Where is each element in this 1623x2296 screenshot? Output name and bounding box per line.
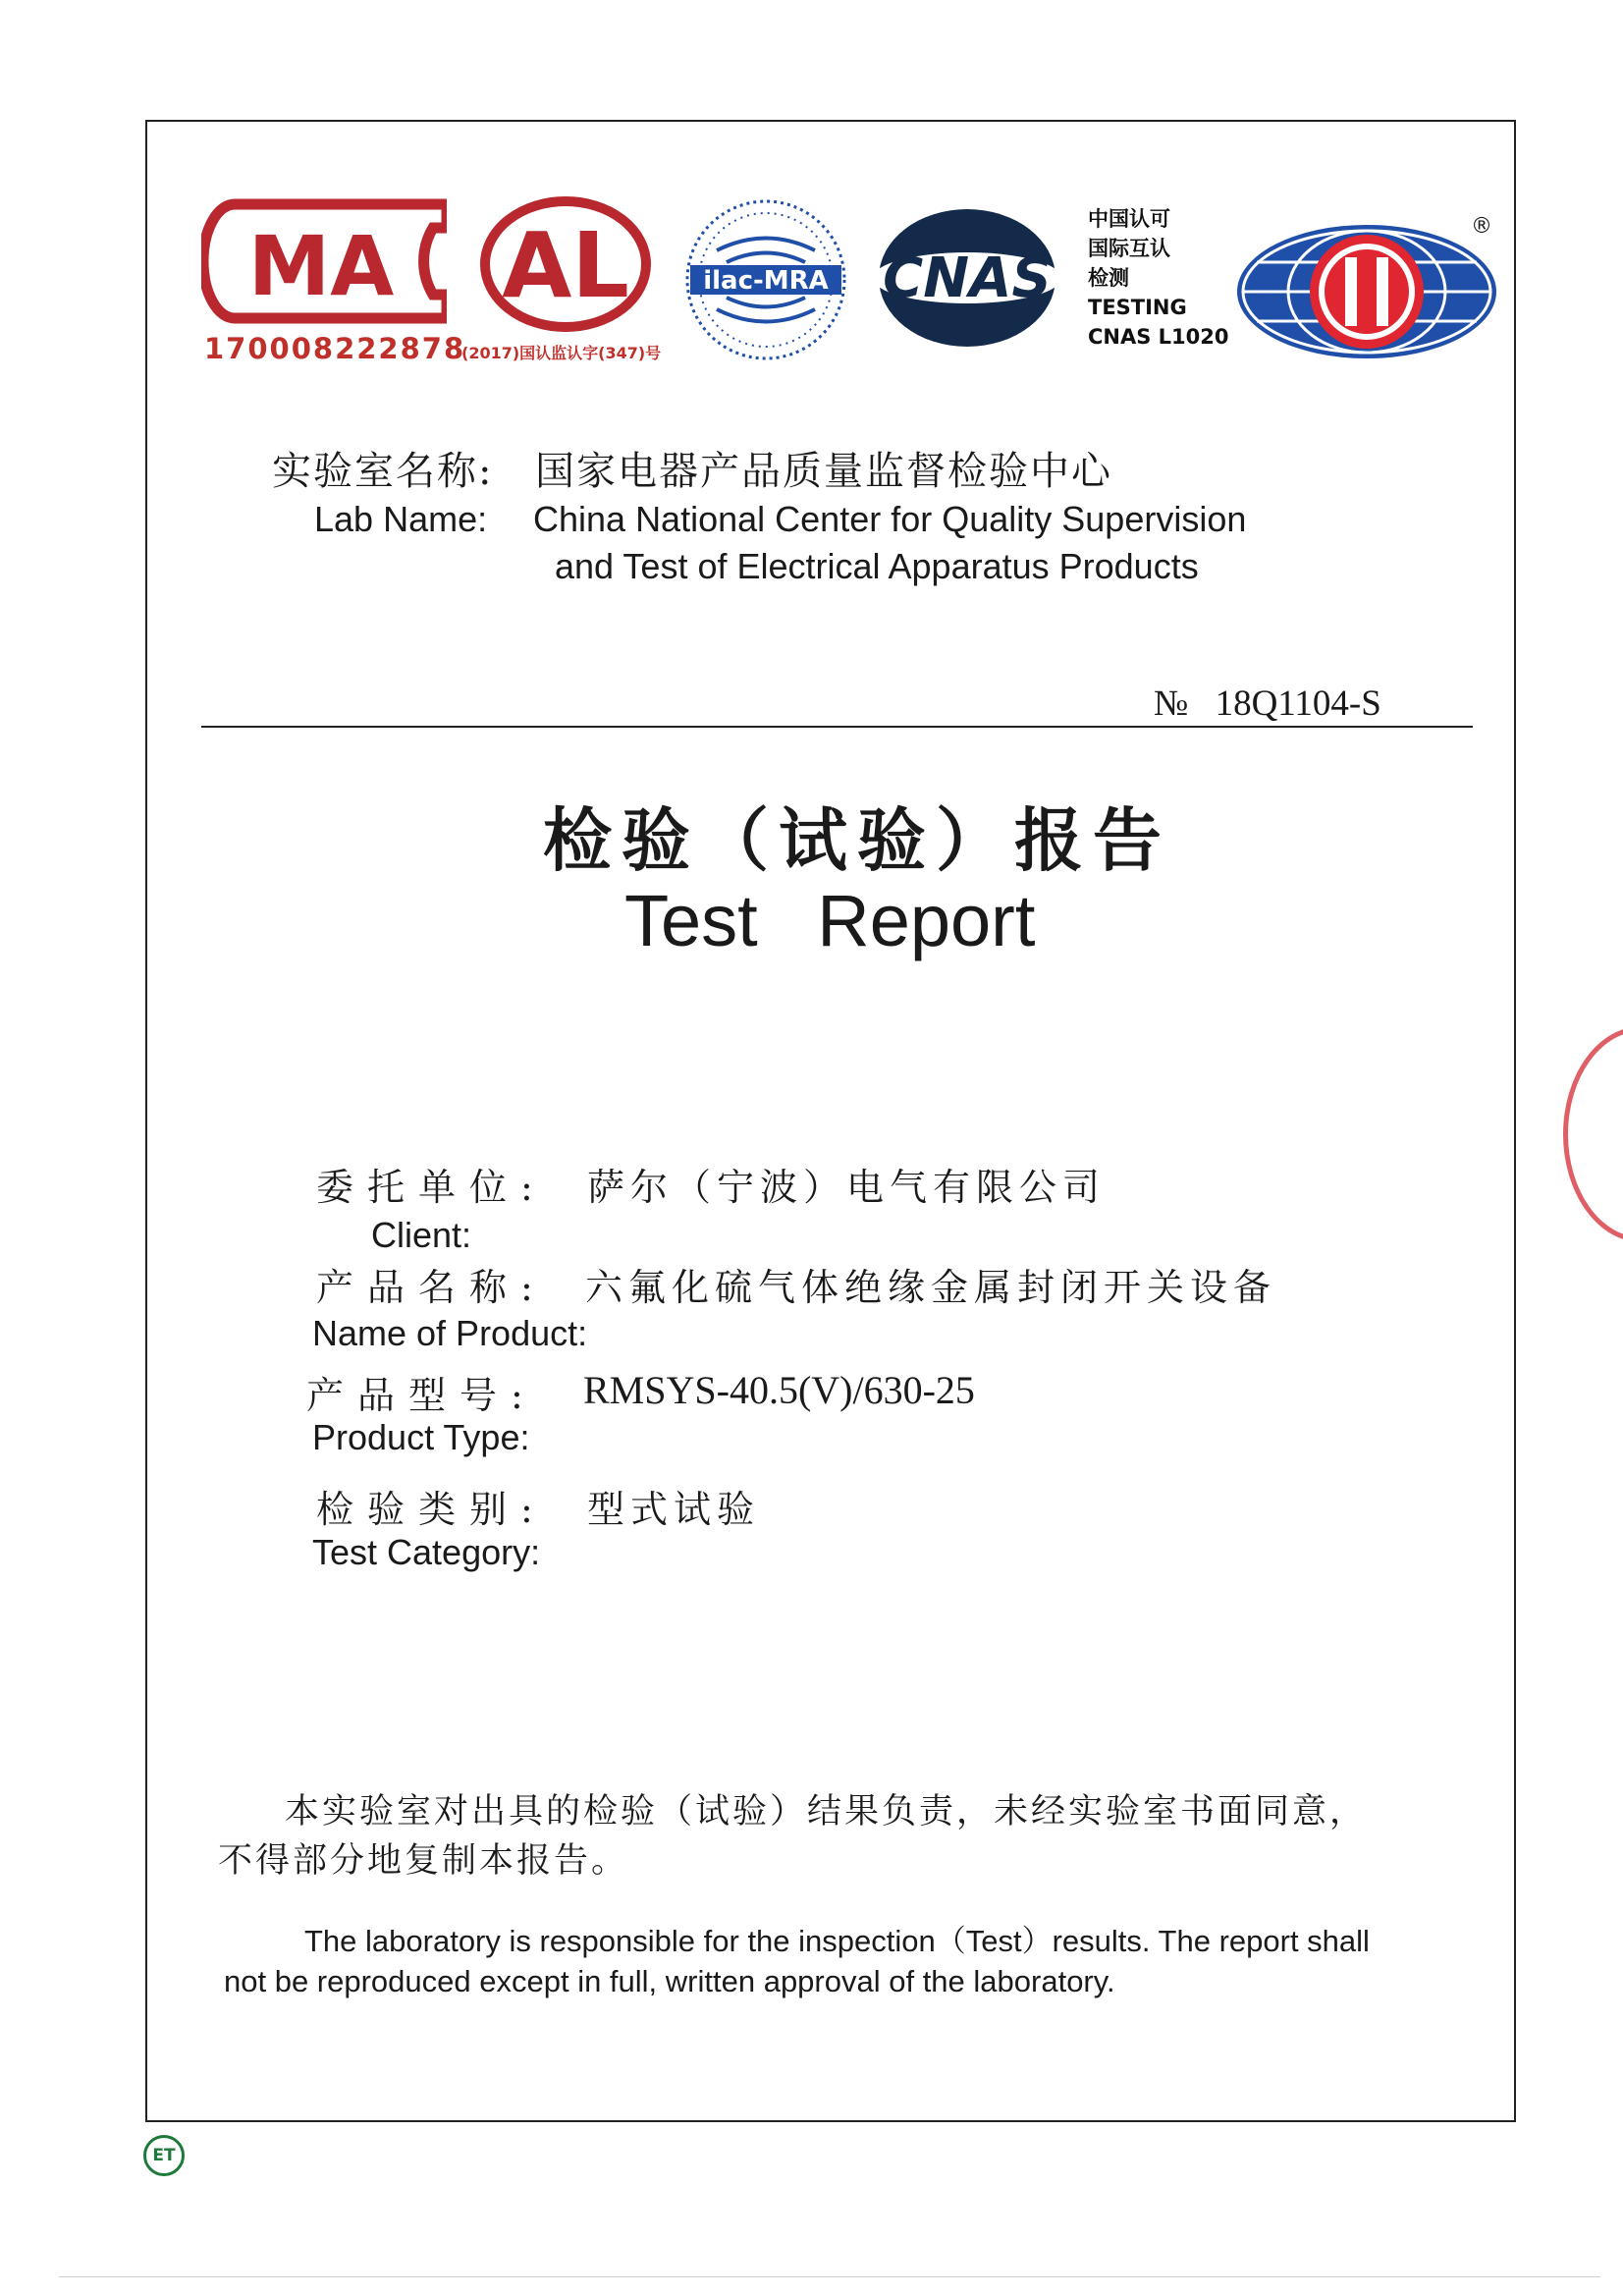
product-name-label-cn: 产品名称:	[316, 1266, 547, 1309]
number-symbol: №	[1154, 683, 1189, 724]
lab-name-cn: 国家电器产品质量监督检验中心	[535, 449, 1112, 494]
cnas-line: CNAS L1020	[1088, 325, 1229, 349]
notice-cn-line1: 本实验室对出具的检验（试验）结果负责，未经实验室书面同意，	[285, 1792, 1368, 1831]
product-type-label-cn: 产品型号:	[306, 1374, 537, 1417]
product-type-label-en: Product Type:	[312, 1417, 530, 1457]
report-title-cn: 检验（试验）报告	[543, 799, 1171, 881]
client-label-en: Client:	[371, 1215, 472, 1255]
et-footer-logo	[143, 2135, 185, 2176]
cma-number: 170008222878	[204, 332, 466, 365]
ilac-mra-logo	[682, 196, 849, 363]
et-mark-text: ET	[152, 2146, 176, 2165]
client-label-cn: 委托单位:	[316, 1166, 547, 1209]
lab-name-en-line2: and Test of Electrical Apparatus Products	[555, 546, 1199, 586]
lab-name-en-line1: China National Center for Quality Supervision	[533, 499, 1247, 539]
cnas-caption	[1088, 204, 1229, 352]
product-type-value: RMSYS-40.5(V)/630-25	[583, 1368, 975, 1412]
cnas-logo	[874, 204, 1060, 352]
client-value: 萨尔（宁波）电气有限公司	[587, 1166, 1107, 1209]
cal-text: AL	[502, 213, 629, 318]
ilac-text: ilac-MRA	[703, 266, 829, 296]
cal-number: (2017)国认监认字(347)号	[461, 344, 662, 362]
seal-stamp-partial	[1563, 1026, 1623, 1242]
registered-mark: ®	[1471, 214, 1492, 239]
test-category-label-en: Test Category:	[312, 1532, 541, 1572]
bottom-scan-line	[59, 2276, 1600, 2277]
cnas-line: 中国认可	[1088, 207, 1170, 231]
report-number	[1154, 683, 1381, 725]
cma-text: MA	[247, 218, 395, 314]
cnas-line: 国际互认	[1088, 237, 1170, 260]
report-number-value: 18Q1104-S	[1215, 683, 1381, 724]
report-title-en: Test Report	[624, 880, 1036, 961]
cal-logo	[478, 194, 653, 334]
test-category-value: 型式试验	[587, 1488, 761, 1531]
notice-en-line2: not be reproduced except in full, written approval of the laboratory.	[224, 1964, 1115, 1998]
notice-cn-line2: 不得部分地复制本报告。	[218, 1841, 629, 1881]
notice-en-line1: The laboratory is responsible for the inspection（Test）results. The report shall	[304, 1924, 1370, 1958]
product-name-label-en: Name of Product:	[312, 1313, 588, 1353]
cma-logo	[201, 196, 447, 334]
cnas-line: 检测	[1088, 266, 1129, 290]
test-category-label-cn: 检验类别:	[316, 1488, 547, 1531]
header-divider	[201, 726, 1473, 728]
cnas-text: CNAS	[883, 246, 1052, 310]
product-name-value: 六氟化硫气体绝缘金属封闭开关设备	[585, 1266, 1277, 1309]
lab-label-en: Lab Name:	[314, 499, 488, 539]
lab-label-cn: 实验室名称:	[272, 449, 494, 494]
cqc-globe-logo	[1232, 218, 1502, 365]
cnas-line: TESTING	[1088, 296, 1187, 319]
